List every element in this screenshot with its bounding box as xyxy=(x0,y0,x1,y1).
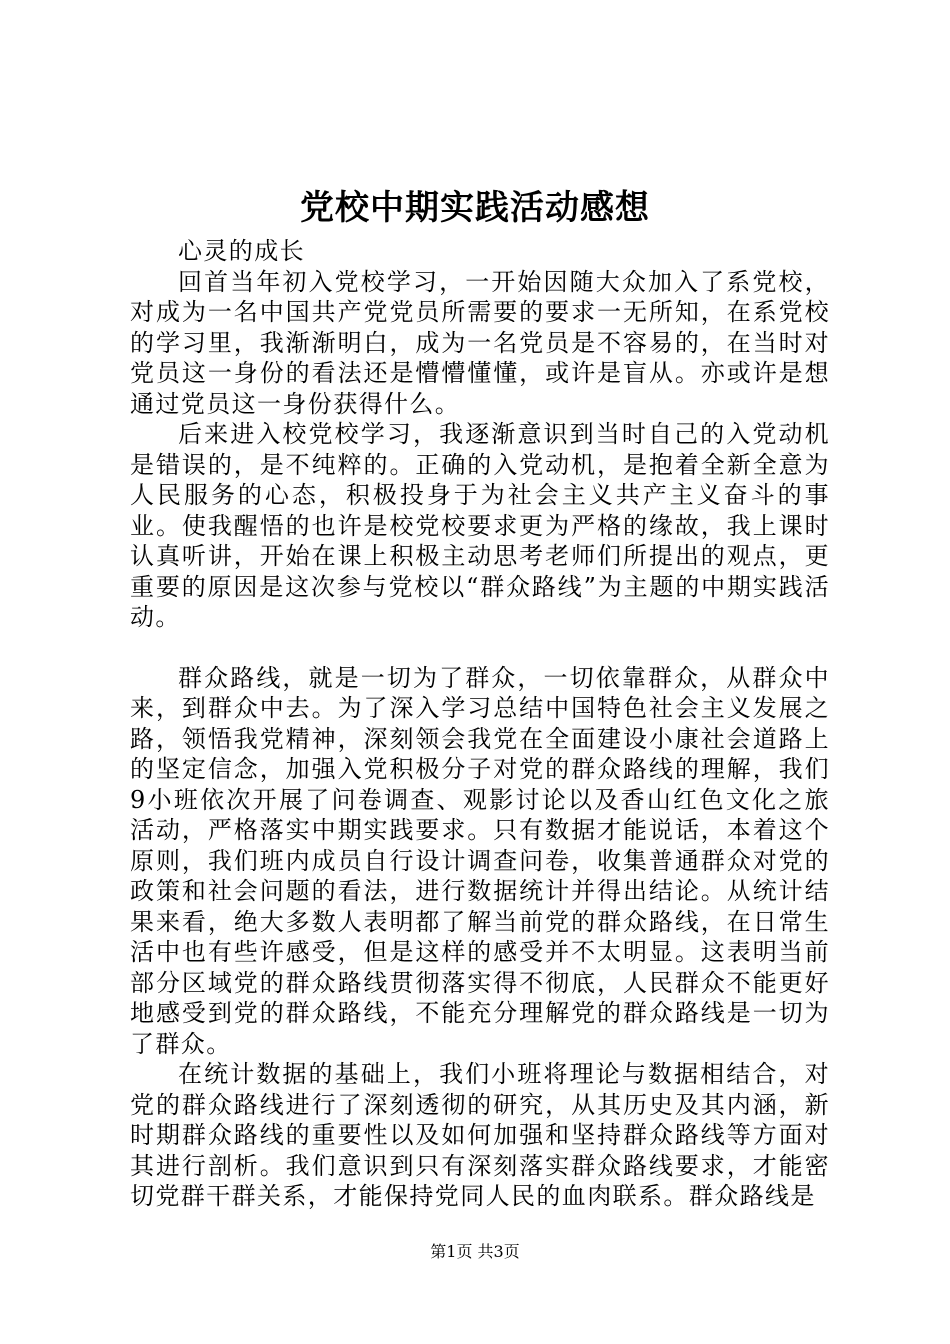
paragraph: 在统计数据的基础上，我们小班将理论与数据相结合，对党的群众路线进行了深刻透彻的研究，从其历史及其内涵，新时期群众路线的重要性以及如何加强和坚持群众路线等方面对其进行剖析。我们意识到只有深刻落实群众路线要求，才能密切党群干群关系，才能保持党同人民的血肉联系。群众路线是 xyxy=(130,1060,830,1210)
document-body xyxy=(130,236,830,1212)
paragraph: 回首当年初入党校学习，一开始因随大众加入了系党校，对成为一名中国共产党党员所需要的要求一无所知，在系党校的学习里，我渐渐明白，成为一名党员是不容易的，在当时对党员这一身份的看法还是懵懵懂懂，或许是盲从。亦或许是想通过党员这一身份获得什么。 xyxy=(130,267,830,418)
document-title: 党校中期实践活动感想 xyxy=(300,188,650,228)
page-number: 第1页 共3页 xyxy=(430,1242,520,1261)
document-subtitle: 心灵的成长 xyxy=(178,237,305,265)
paragraph: 群众路线，就是一切为了群众，一切依靠群众，从群众中来，到群众中去。为了深入学习总结中国特色社会主义发展之路，领悟我党精神，深刻领会我党在全面建设小康社会道路上的坚定信念，加强入党积极分子对党的群众路线的理解，我们9小班依次开展了问卷调查、观影讨论以及香山红色文化之旅活动，严格落实中期实践要求。只有数据才能说话，本着这个原则，我们班内成员自行设计调查问卷，收集普通群众对党的政策和社会问题的看法，进行数据统计并得出结论。从统计结果来看，绝大多数人表明都了解当前党的群众路线，在日常生活中也有些许感受，但是这样的感受并不太明显。这表明当前部分区域党的群众路线贯彻落实得不彻底，人民群众不能更好地感受到党的群众路线，不能充分理解党的群众路线是一切为了群众。 xyxy=(130,663,830,1058)
paragraph: 后来进入校党校学习，我逐渐意识到当时自己的入党动机是错误的，是不纯粹的。正确的入党动机，是抱着全新全意为人民服务的心态，积极投身于为社会主义共产主义奋斗的事业。使我醒悟的也许是校党校要求更为严格的缘故，我上课时认真听讲，开始在课上积极主动思考老师们所提出的观点，更重要的原因是这次参与党校以“群众路线”为主题的中期实践活动。 xyxy=(130,420,830,631)
